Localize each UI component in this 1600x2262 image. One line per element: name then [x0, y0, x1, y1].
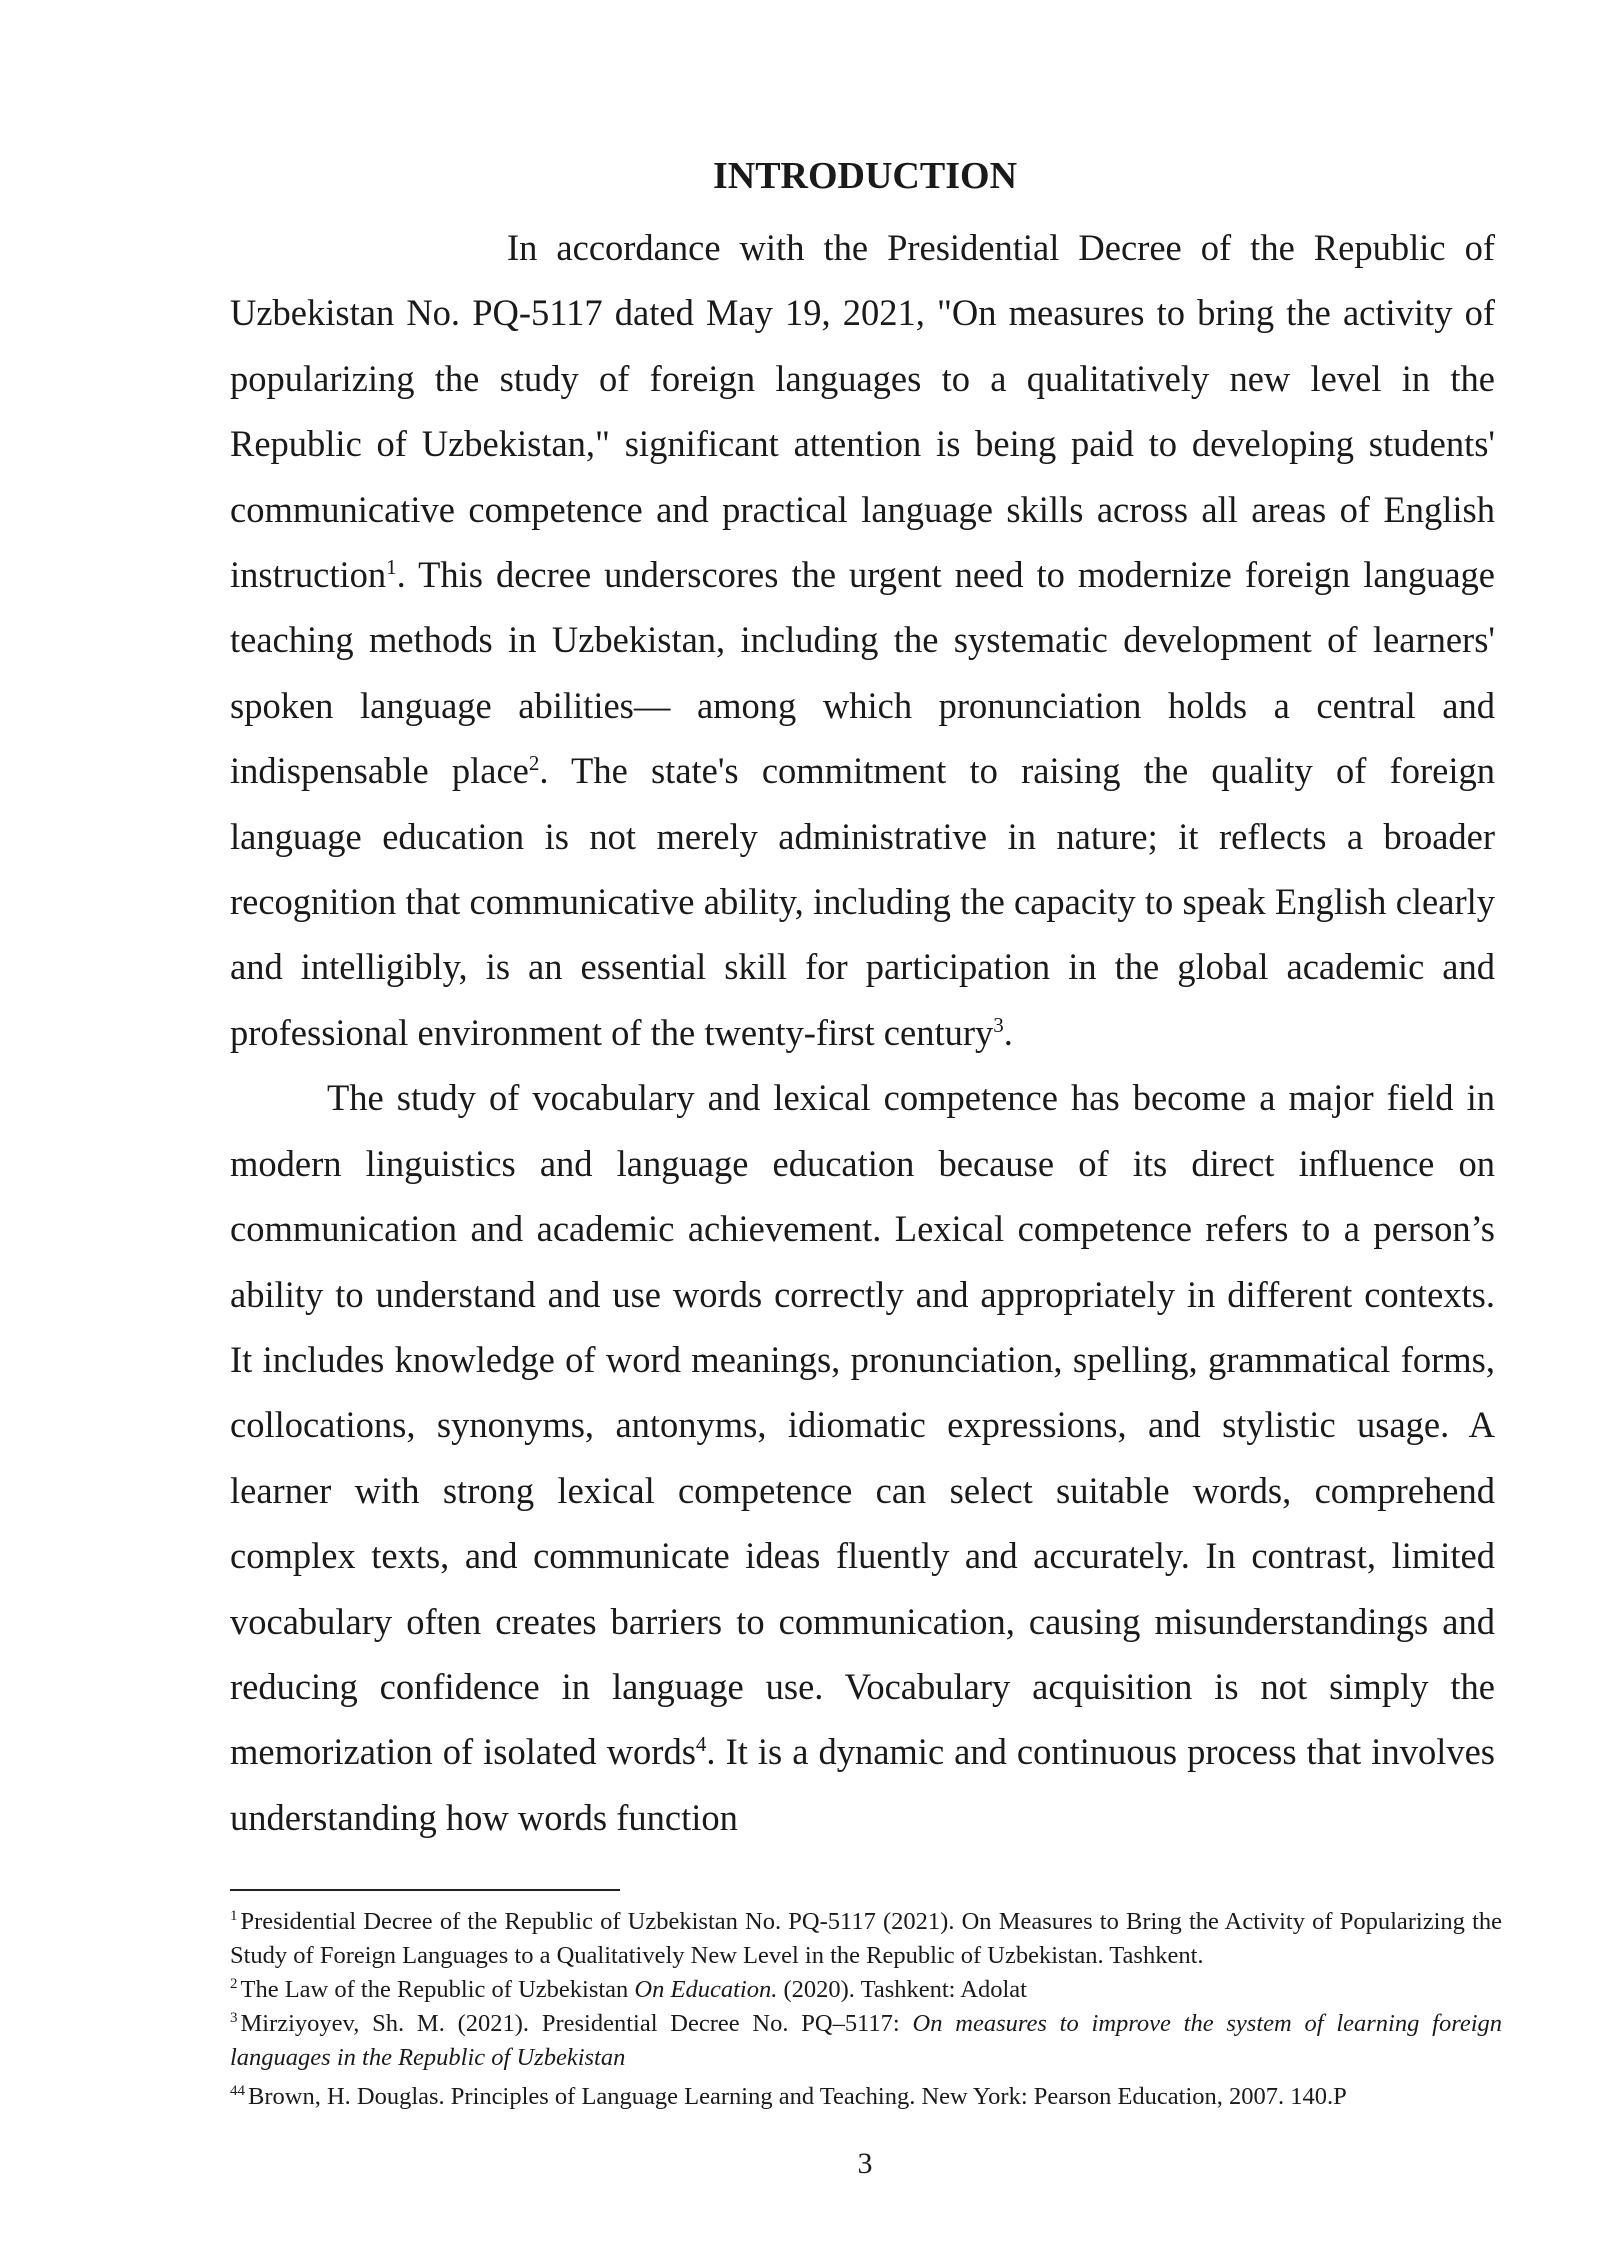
footnote-ref-2[interactable]: 2 [528, 751, 540, 776]
paragraph-2-text-2: . It is a dynamic and continuous process that involves understanding how words function [230, 1731, 1495, 1838]
paragraph-1-text-1: In accordance with the Presidential Decree of the Republic of Uzbekistan No. PQ-5117 dated May 19, 2021, "On measures to bring the activity of popularizing the study of foreign languages to a qualitatively new level in the Republic of Uzbekistan," significant attention is being paid to developing students' communicative competence and practical language skills across all areas of English instruction [230, 227, 1495, 596]
footnotes [230, 1905, 1502, 2114]
paragraph-1-text-4: . [1003, 1011, 1013, 1053]
main-text [230, 215, 1495, 1850]
paragraph-1-text-2: . This decree underscores the urgent need to modernize foreign language teaching methods in Uzbekistan, including the systematic development of learners' spoken language abilities— among which pronunciation holds a central and indispensable place [230, 554, 1495, 792]
footnote-3-marker: 3 [230, 2009, 238, 2026]
paragraph-1 [230, 215, 1495, 1065]
footnote-3-title: On measures to improve the system of learning foreign languages in the Republic of Uzbekistan [230, 2010, 1503, 2071]
footnote-ref-3[interactable]: 3 [993, 1012, 1004, 1037]
footnote-2-text-end: (2020). Tashkent: Adolat [777, 1976, 1027, 2003]
footnote-1-marker: 1 [230, 1907, 238, 1924]
page-number: 3 [857, 2147, 873, 2180]
footnote-1-text: Presidential Decree of the Republic of Uzbekistan No. PQ-5117 (2021). On Measures to Bring the Activity of Popularizing the Study of Foreign Languages to a Qualitatively New Level in the Republic of Uzbekistan. Tashkent. [230, 1908, 1502, 1969]
footnote-separator [230, 1889, 620, 1891]
section-heading: INTRODUCTION [712, 155, 1018, 197]
paragraph-1-text-3: . The state's commitment to raising the quality of foreign language education is not merely administrative in nature; it reflects a broader recognition that communicative ability, including the capacity to speak English clearly and intelligibly, is an essential skill for participation in the global academic and professional environment of the twenty-first century [230, 750, 1495, 1053]
footnote-2-text: The Law of the Republic of Uzbekistan [240, 1976, 635, 2003]
footnote-4 [230, 2080, 1502, 2114]
footnote-ref-4[interactable]: 4 [695, 1732, 707, 1757]
footnote-3 [230, 2007, 1502, 2075]
paragraph-2-text-1: The study of vocabulary and lexical competence has become a major field in modern linguistics and language education because of its direct influence on communication and academic achievement. Lexical competence refers to a person’s ability to understand and use words correctly and appropriately in different contexts. It includes knowledge of word meanings, pronunciation, spelling, grammatical forms, collocations, synonyms, antonyms, idiomatic expressions, and stylistic usage. A learner with strong lexical competence can select suitable words, comprehend complex texts, and communicate ideas fluently and accurately. In contrast, limited vocabulary often creates barriers to communication, causing misunderstandings and reducing confidence in language use. Vocabulary acquisition is not simply the memorization of isolated words [230, 1077, 1495, 1773]
footnote-4-marker: 44 [230, 2082, 245, 2099]
footnote-1 [230, 1905, 1502, 1973]
footnote-2-marker: 2 [230, 1975, 238, 1992]
footnote-4-text: Brown, H. Douglas. Principles of Language Learning and Teaching. New York: Pearson Education, 2007. 140.P [248, 2083, 1347, 2110]
paragraph-2 [230, 1065, 1495, 1850]
footnote-2-title: On Education. [634, 1976, 778, 2003]
footnote-ref-1[interactable]: 1 [386, 554, 397, 579]
footnote-3-text: Mirziyoyev, Sh. M. (2021). Presidential Decree No. PQ–5117: [240, 2010, 913, 2037]
footnote-2 [230, 1973, 1502, 2007]
